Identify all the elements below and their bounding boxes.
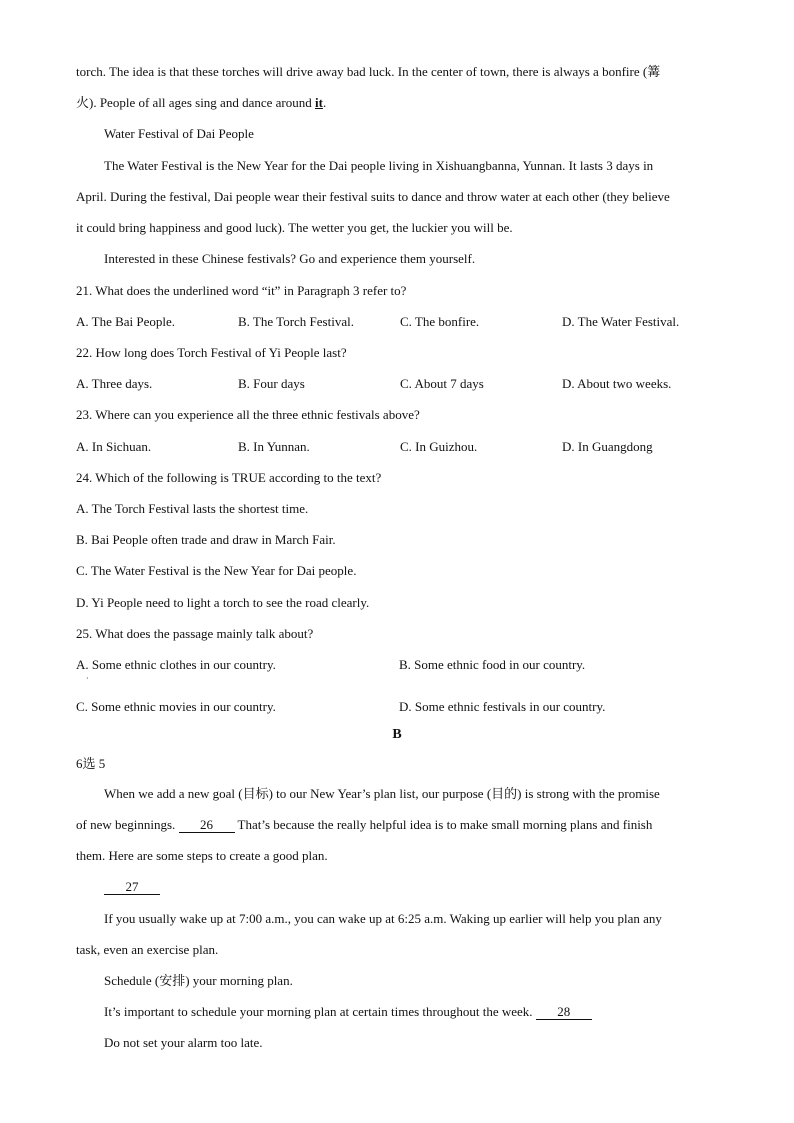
- passage-text: .: [322, 95, 327, 110]
- answer-option: C. The bonfire.: [400, 314, 480, 329]
- passage-text: of new beginnings.: [76, 817, 179, 832]
- answer-option: C. Some ethnic movies in our country.: [76, 699, 276, 714]
- step-heading-schedule: Schedule (安排) your morning plan.: [104, 973, 293, 988]
- answer-option: D. Yi People need to light a torch to see the road clearly.: [76, 595, 370, 610]
- section-subtitle: 6选 5: [76, 756, 106, 771]
- answer-option: A. The Bai People.: [76, 314, 176, 329]
- underlined-word-it: it: [314, 95, 323, 110]
- section-heading-water-festival: Water Festival of Dai People: [104, 126, 254, 141]
- question-stem: 24. Which of the following is TRUE according to the text?: [76, 470, 382, 485]
- passage-line: [76, 817, 652, 833]
- passage-line: task, even an exercise plan.: [76, 942, 219, 957]
- answer-option: A. Some ethnic clothes in our country.: [76, 657, 276, 672]
- passage-line: [104, 1004, 592, 1020]
- answer-option: B. The Torch Festival.: [238, 314, 354, 329]
- passage-text: That’s because the really helpful idea is to make small morning plans and finish: [234, 817, 653, 832]
- question-stem: 23. Where can you experience all the three ethnic festivals above?: [76, 407, 420, 422]
- passage-line: torch. The idea is that these torches will drive away bad luck. In the center of town, there is always a bonfire (篝: [76, 64, 661, 79]
- passage-line: April. During the festival, Dai people wear their festival suits to dance and throw water at each other (they believe: [76, 189, 670, 204]
- passage-line: Do not set your alarm too late.: [104, 1035, 263, 1050]
- answer-option: C. In Guizhou.: [400, 439, 478, 454]
- answer-option: B. In Yunnan.: [238, 439, 310, 454]
- passage-line: it could bring happiness and good luck). The wetter you get, the luckier you will be.: [76, 220, 513, 235]
- stray-dot: ·: [86, 674, 89, 683]
- passage-line: When we add a new goal (目标) to our New Year’s plan list, our purpose (目的) is strong with the promise: [104, 786, 660, 801]
- answer-option: B. Some ethnic food in our country.: [399, 657, 586, 672]
- answer-option: D. The Water Festival.: [562, 314, 680, 329]
- passage-line: The Water Festival is the New Year for the Dai people living in Xishuangbanna, Yunnan. It lasts 3 days in: [104, 158, 654, 173]
- answer-option: B. Bai People often trade and draw in March Fair.: [76, 532, 336, 547]
- answer-option: A. In Sichuan.: [76, 439, 152, 454]
- passage-closing: Interested in these Chinese festivals? Go and experience them yourself.: [104, 251, 476, 266]
- blank-26[interactable]: 26: [179, 818, 235, 833]
- blank-28[interactable]: 28: [536, 1005, 592, 1020]
- answer-option: C. About 7 days: [400, 376, 484, 391]
- blank-27[interactable]: 27: [104, 880, 160, 895]
- passage-line: them. Here are some steps to create a good plan.: [76, 848, 328, 863]
- answer-option: C. The Water Festival is the New Year for Dai people.: [76, 563, 357, 578]
- answer-option: B. Four days: [238, 376, 305, 391]
- passage-text: It’s important to schedule your morning plan at certain times throughout the week.: [104, 1004, 536, 1019]
- answer-option: D. About two weeks.: [562, 376, 672, 391]
- answer-option: D. In Guangdong: [562, 439, 653, 454]
- question-stem: 21. What does the underlined word “it” in Paragraph 3 refer to?: [76, 283, 407, 298]
- passage-text: 火). People of all ages sing and dance around: [76, 95, 315, 110]
- answer-option: A. Three days.: [76, 376, 153, 391]
- passage-line: [104, 879, 160, 895]
- question-stem: 22. How long does Torch Festival of Yi People last?: [76, 345, 347, 360]
- passage-line: If you usually wake up at 7:00 a.m., you can wake up at 6:25 a.m. Waking up earlier will help you plan any: [104, 911, 662, 926]
- question-stem: 25. What does the passage mainly talk about?: [76, 626, 314, 641]
- answer-option: A. The Torch Festival lasts the shortest time.: [76, 501, 309, 516]
- answer-option: D. Some ethnic festivals in our country.: [399, 699, 606, 714]
- section-title-b: B: [392, 727, 402, 742]
- passage-line: [76, 95, 326, 111]
